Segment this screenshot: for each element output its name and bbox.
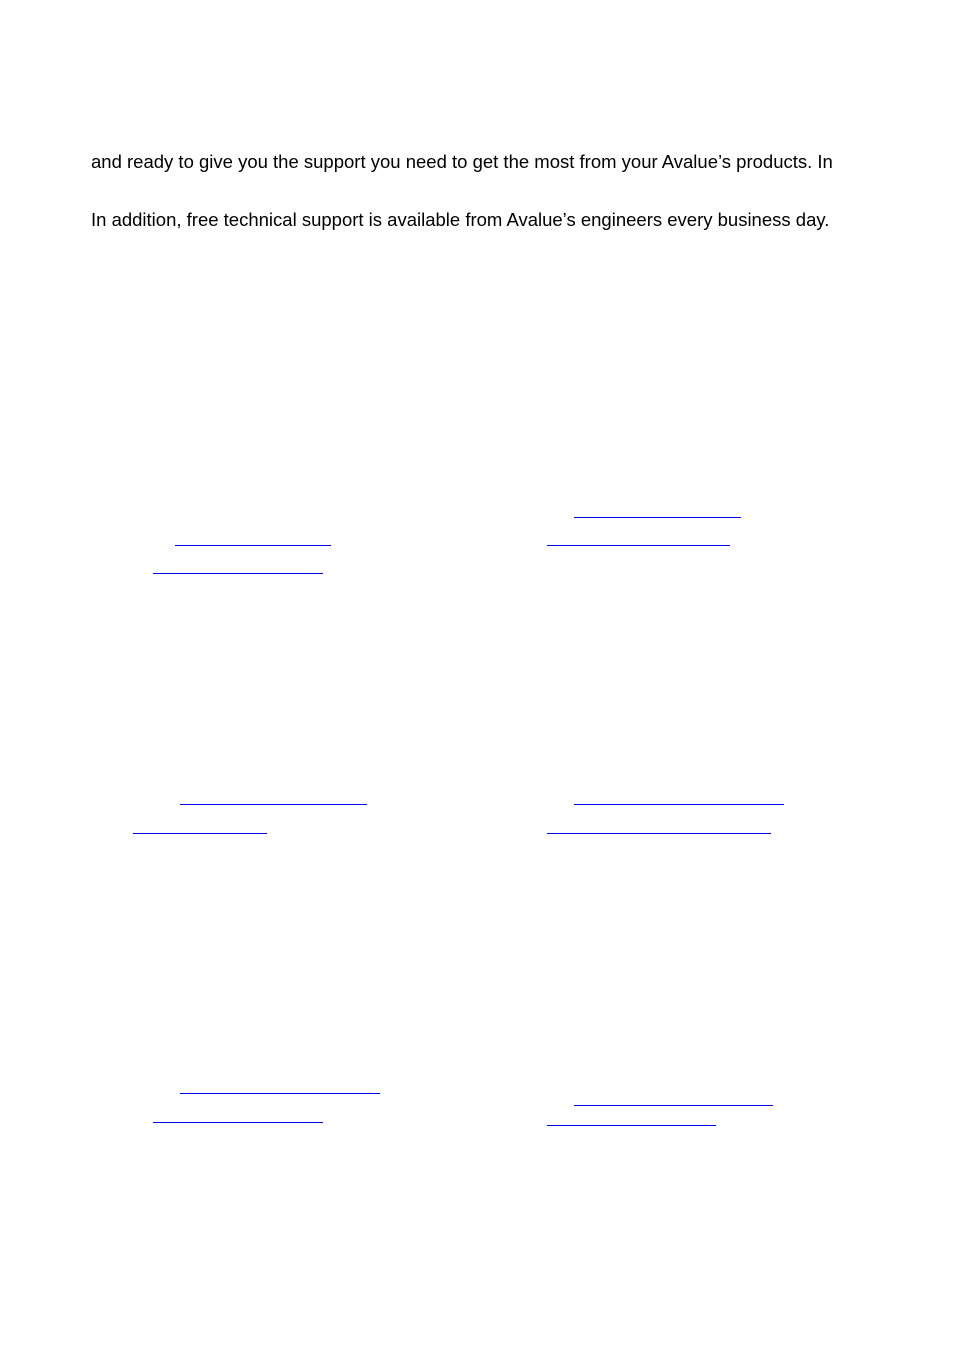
link-underline[interactable] (574, 1105, 773, 1106)
link-underline[interactable] (547, 545, 730, 546)
link-underline[interactable] (153, 1122, 323, 1123)
link-underline[interactable] (153, 573, 323, 574)
link-underline[interactable] (574, 804, 784, 805)
link-underline[interactable] (133, 833, 267, 834)
link-underline[interactable] (180, 804, 367, 805)
link-underline[interactable] (175, 545, 331, 546)
paragraph-line-2: In addition, free technical support is available from Avalue’s engineers every business day. (91, 209, 830, 230)
link-underline[interactable] (180, 1093, 380, 1094)
link-underline[interactable] (547, 1125, 716, 1126)
paragraph-line-1: and ready to give you the support you need to get the most from your Avalue’s products. In (91, 151, 833, 172)
link-underline[interactable] (574, 517, 741, 518)
link-underline[interactable] (547, 833, 771, 834)
